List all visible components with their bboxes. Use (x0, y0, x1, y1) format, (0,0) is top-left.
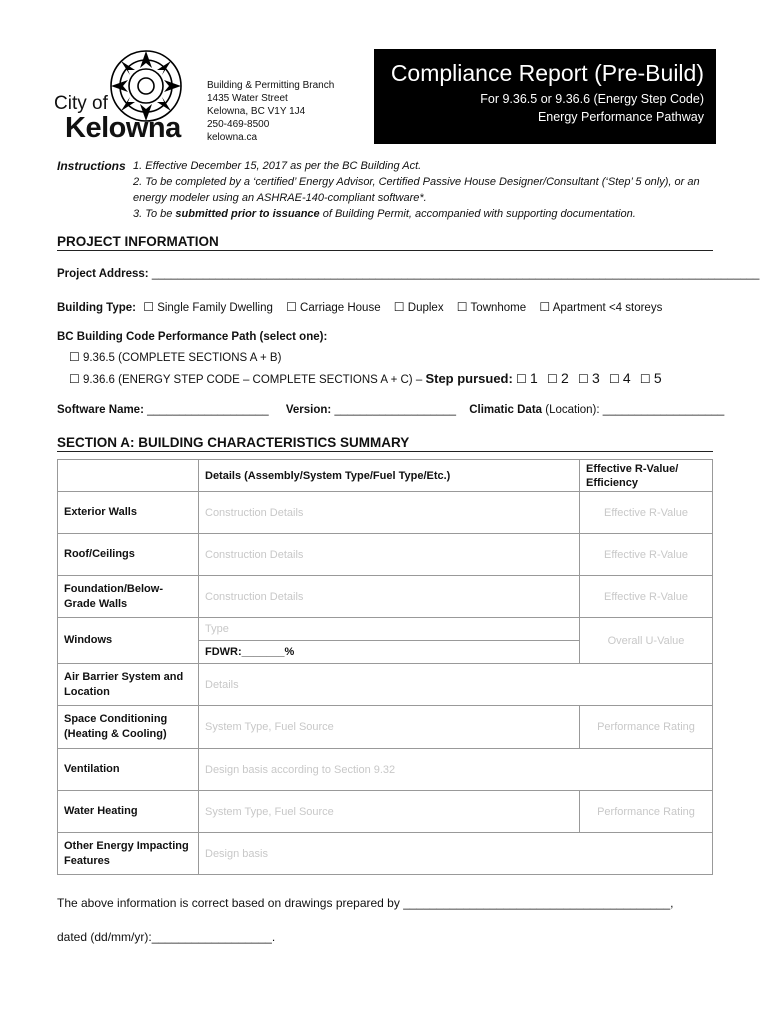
path-option-9365[interactable] (69, 350, 281, 364)
header-effective: Effective R-Value/ Efficiency (580, 460, 713, 492)
building-type-option[interactable] (539, 302, 662, 314)
building-type-option-label: Apartment <4 storeys (552, 302, 663, 314)
step-option[interactable] (516, 370, 538, 386)
table-row (58, 749, 713, 791)
step-option[interactable] (608, 370, 631, 386)
climatic-location-label: (Location): (545, 404, 600, 416)
table-row (58, 534, 713, 576)
report-subtitle-2: Energy Performance Pathway (537, 110, 704, 124)
details-field[interactable]: Construction Details (199, 534, 580, 576)
row-label: Ventilation (58, 749, 199, 791)
version-field[interactable]: ___________________ (334, 404, 456, 416)
building-type-option[interactable] (286, 302, 381, 314)
details-field[interactable]: Type (199, 618, 580, 641)
path-option-label: 9.36.5 (COMPLETE SECTIONS A + B) (82, 352, 282, 364)
checkbox-icon: ☐ (69, 350, 80, 364)
table-row (58, 618, 713, 641)
project-address-row (57, 268, 759, 280)
branch-line: kelowna.ca (207, 132, 258, 143)
table-row (58, 576, 713, 618)
branch-line: Building & Permitting Branch (207, 80, 335, 91)
building-type-option[interactable] (457, 302, 526, 314)
step-pursued-label: Step pursued: (425, 371, 513, 386)
row-label: Water Heating (58, 791, 199, 833)
instruction-3-pre: 3. To be (133, 208, 176, 220)
details-field[interactable]: System Type, Fuel Source (199, 706, 580, 749)
software-label: Software Name: (57, 404, 144, 416)
row-label: Exterior Walls (58, 492, 199, 534)
logo-kelowna-text: Kelowna (65, 112, 181, 144)
climatic-data-label: Climatic Data (469, 404, 543, 416)
path-option-9366[interactable] (69, 370, 662, 386)
row-label: Other Energy Impacting Features (58, 833, 199, 875)
details-field[interactable]: Design basis according to Section 9.32 (199, 749, 713, 791)
details-field[interactable]: Details (199, 664, 713, 706)
version-label: Version: (285, 404, 332, 416)
effective-field[interactable]: Performance Rating (580, 706, 713, 749)
branch-line: 250-469-8500 (207, 119, 270, 130)
header-details: Details (Assembly/System Type/Fuel Type/Etc.) (199, 460, 580, 492)
step-number: 5 (653, 370, 662, 386)
building-type-option[interactable] (143, 302, 273, 314)
row-label: Space Conditioning (Heating & Cooling) (58, 706, 199, 749)
step-option[interactable] (577, 370, 600, 386)
logo-city-text: City of (54, 93, 108, 114)
row-label: Foundation/Below-Grade Walls (58, 576, 199, 618)
title-box (374, 49, 716, 144)
instructions-label: Instructions (57, 159, 126, 173)
instruction-item-2b: energy modeler using an ASHRAE-140-compliant software*. (133, 192, 427, 204)
building-type-option-label: Townhome (470, 302, 527, 314)
fdwr-field[interactable]: FDWR:_______% (199, 641, 580, 664)
step-number: 1 (530, 370, 538, 386)
branch-line: 1435 Water Street (207, 93, 288, 104)
instruction-item-2a: 2. To be completed by a ‘certified’ Energy Advisor, Certified Passive House Designer/Consultant (‘Step’ 5 only), or an (133, 176, 700, 188)
building-type-option-label: Single Family Dwelling (157, 302, 273, 314)
performance-path-label: BC Building Code Performance Path (select one): (57, 331, 328, 343)
checkbox-icon: ☐ (516, 372, 527, 386)
details-field[interactable]: Construction Details (199, 576, 580, 618)
checkbox-icon: ☐ (286, 300, 297, 314)
checkbox-icon: ☐ (539, 300, 551, 314)
software-row (57, 404, 724, 416)
table-row (58, 492, 713, 534)
details-field[interactable]: Design basis (199, 833, 713, 875)
dated-field[interactable]: dated (dd/mm/yr):__________________. (57, 930, 276, 944)
table-header-row (58, 460, 713, 492)
effective-field[interactable]: Effective R-Value (580, 492, 713, 534)
effective-field[interactable]: Performance Rating (580, 791, 713, 833)
checkbox-icon: ☐ (456, 300, 468, 314)
building-type-label: Building Type: (57, 302, 137, 314)
instruction-3-bold: submitted prior to issuance (175, 208, 320, 220)
building-type-option[interactable] (394, 302, 444, 314)
branch-line: Kelowna, BC V1Y 1J4 (207, 106, 306, 117)
building-characteristics-table (57, 459, 713, 875)
effective-field[interactable]: Effective R-Value (580, 534, 713, 576)
instruction-3-post: of Building Permit, accompanied with supporting documentation. (319, 208, 636, 220)
effective-field[interactable]: Effective R-Value (580, 576, 713, 618)
building-type-option-label: Carriage House (300, 302, 381, 314)
branch-address (207, 79, 334, 144)
details-field[interactable]: Construction Details (199, 492, 580, 534)
step-number: 4 (622, 370, 631, 386)
building-type-row (57, 300, 662, 314)
software-field[interactable]: ___________________ (147, 404, 269, 416)
section-a-heading: SECTION A: BUILDING CHARACTERISTICS SUMMARY (57, 435, 713, 452)
report-subtitle-1: For 9.36.5 or 9.36.6 (Energy Step Code) (480, 92, 704, 106)
row-label: Air Barrier System and Location (58, 664, 199, 706)
table-row (58, 833, 713, 875)
checkbox-icon: ☐ (547, 372, 558, 386)
instruction-item-3 (133, 206, 718, 222)
step-option[interactable] (639, 370, 662, 386)
step-option[interactable] (547, 370, 569, 386)
step-number: 2 (560, 370, 569, 386)
table-row (58, 791, 713, 833)
climatic-field[interactable]: ___________________ (602, 404, 725, 416)
project-address-field[interactable]: _______________________________________________________________________________________________ (151, 268, 760, 280)
drawings-statement[interactable]: The above information is correct based on drawings prepared by ________________________________________, (57, 896, 674, 910)
path-option-label: 9.36.6 (ENERGY STEP CODE – COMPLETE SECTIONS A + C) – (82, 374, 423, 386)
table-row (58, 706, 713, 749)
checkbox-icon: ☐ (393, 300, 405, 314)
step-number: 3 (591, 370, 600, 386)
details-field[interactable]: System Type, Fuel Source (199, 791, 580, 833)
checkbox-icon: ☐ (608, 372, 620, 386)
row-label: Roof/Ceilings (58, 534, 199, 576)
row-label: Windows (58, 618, 199, 664)
checkbox-icon: ☐ (639, 372, 651, 386)
building-type-option-label: Duplex (407, 302, 444, 314)
header-blank-cell (58, 460, 199, 492)
instructions-list (133, 158, 718, 222)
checkbox-icon: ☐ (577, 372, 589, 386)
checkbox-icon: ☐ (143, 300, 154, 314)
instruction-item-1: 1. Effective December 15, 2017 as per the BC Building Act. (133, 160, 422, 172)
checkbox-icon: ☐ (69, 372, 80, 386)
report-title: Compliance Report (Pre-Build) (390, 60, 704, 86)
project-address-label: Project Address: (57, 268, 149, 280)
project-info-heading: PROJECT INFORMATION (57, 234, 713, 251)
table-row (58, 664, 713, 706)
effective-field[interactable]: Overall U-Value (580, 618, 713, 664)
